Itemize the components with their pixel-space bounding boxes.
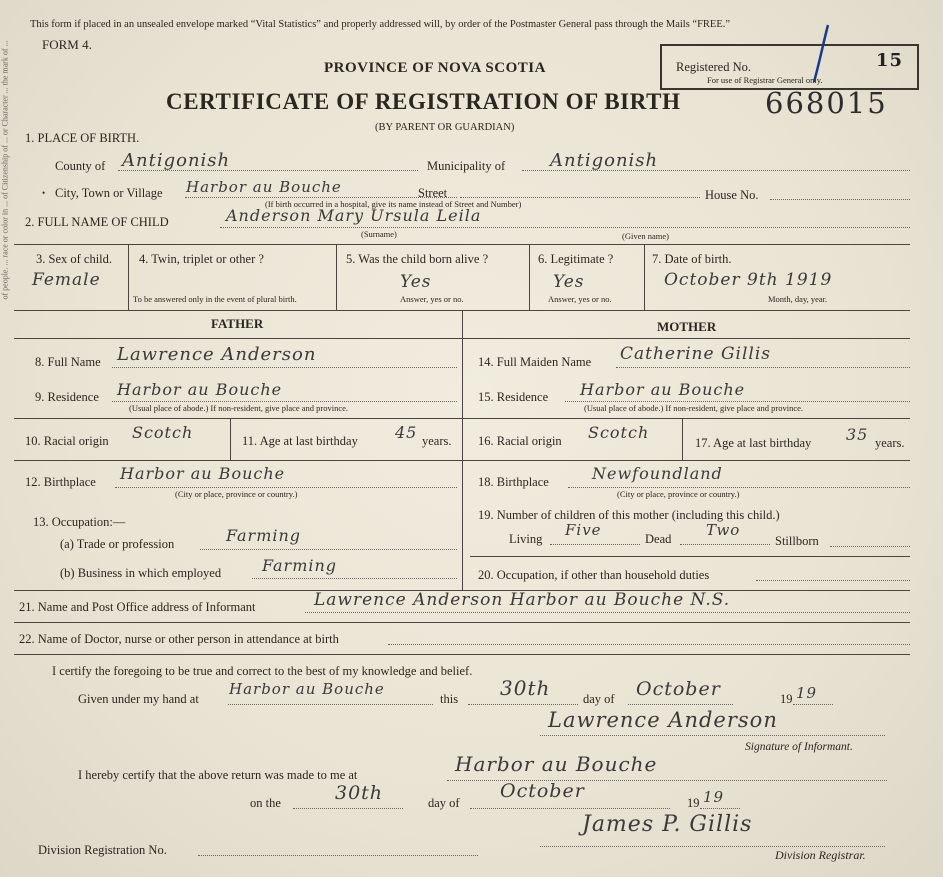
this-label: this xyxy=(440,692,459,706)
mother-age-value: 35 xyxy=(846,425,869,444)
on-year-prefix: 19 xyxy=(687,796,700,810)
legitimate-note: Answer, yes or no. xyxy=(548,294,612,304)
alive-label: 5. Was the child born alive ? xyxy=(346,252,489,266)
mother-residence-note: (Usual place of abode.) If non-resident, give place and province. xyxy=(584,403,804,413)
father-residence-value: Harbor au Bouche xyxy=(117,380,283,399)
living-label: Living xyxy=(509,532,543,546)
given-month-value: October xyxy=(636,678,721,700)
registered-box xyxy=(660,44,919,90)
trade-label: (a) Trade or profession xyxy=(60,537,175,551)
child-name-value: Anderson Mary Ursula Leila xyxy=(226,206,482,225)
hereby-text: I hereby certify that the above return was made to me at xyxy=(78,768,358,782)
informant-signature: Lawrence Anderson xyxy=(548,708,778,732)
place-of-birth-section: 1. PLACE OF BIRTH. xyxy=(25,131,140,145)
sex-value: Female xyxy=(32,270,101,290)
father-residence-label: 9. Residence xyxy=(35,390,99,404)
division-registration-label: Division Registration No. xyxy=(38,843,167,857)
alive-value: Yes xyxy=(400,272,432,292)
mother-birthplace-note: (City or place, province or country.) xyxy=(617,489,740,499)
father-name-value: Lawrence Anderson xyxy=(117,344,317,365)
twin-note: To be answered only in the event of plural birth. xyxy=(133,294,297,304)
on-day-value: 30th xyxy=(335,782,384,804)
page-title: CERTIFICATE OF REGISTRATION OF BIRTH xyxy=(166,89,681,114)
business-value: Farming xyxy=(262,556,338,575)
twin-label: 4. Twin, triplet or other ? xyxy=(139,252,264,266)
given-year-prefix: 19 xyxy=(780,692,793,706)
municipality-value: Antigonish xyxy=(550,150,659,171)
child-name-label: 2. FULL NAME OF CHILD xyxy=(25,215,169,229)
informant-signature-label: Signature of Informant. xyxy=(745,741,853,753)
dead-value: Two xyxy=(706,521,741,539)
division-registrar-label: Division Registrar. xyxy=(775,848,866,862)
dead-label: Dead xyxy=(645,532,672,546)
certify-text: I certify the foregoing to be true and correct to the best of my knowledge and belief. xyxy=(52,664,473,678)
mother-racial-value: Scotch xyxy=(588,423,650,442)
given-name-note: (Given name) xyxy=(622,231,669,241)
on-year-value: 19 xyxy=(703,788,725,806)
surname-note: (Surname) xyxy=(361,229,397,239)
registration-number-handwritten: 668015 xyxy=(765,86,888,120)
province-heading: PROVINCE OF NOVA SCOTIA xyxy=(324,60,546,76)
doctor-label: 22. Name of Doctor, nurse or other person in attendance at birth xyxy=(19,632,339,646)
father-name-label: 8. Full Name xyxy=(35,355,101,369)
page-subtitle: (BY PARENT OR GUARDIAN) xyxy=(375,122,515,133)
given-day-of-label: day of xyxy=(583,692,615,706)
dob-label: 7. Date of birth. xyxy=(652,252,732,266)
hospital-note: (If birth occurred in a hospital, give its name instead of Street and Number) xyxy=(265,199,522,209)
mother-residence-value: Harbor au Bouche xyxy=(580,380,746,399)
registered-number-handwritten: 15 xyxy=(876,50,904,71)
mother-years-label: years. xyxy=(875,436,905,450)
county-value: Antigonish xyxy=(122,150,231,171)
father-racial-label: 10. Racial origin xyxy=(25,434,109,448)
mother-name-value: Catherine Gillis xyxy=(620,344,772,364)
registered-label: Registered No. xyxy=(676,60,751,74)
on-the-label: on the xyxy=(250,796,281,810)
mother-racial-label: 16. Racial origin xyxy=(478,434,562,448)
stillborn-label: Stillborn xyxy=(775,534,819,548)
legitimate-label: 6. Legitimate ? xyxy=(538,252,614,266)
informant-value: Lawrence Anderson Harbor au Bouche N.S. xyxy=(314,590,731,610)
given-under-label: Given under my hand at xyxy=(78,692,199,706)
mother-age-label: 17. Age at last birthday xyxy=(695,436,812,450)
given-day-value: 30th xyxy=(500,676,551,700)
house-no-label: House No. xyxy=(705,188,759,202)
mother-heading: MOTHER xyxy=(657,319,717,334)
sex-label: 3. Sex of child. xyxy=(36,252,113,266)
legitimate-value: Yes xyxy=(553,272,585,292)
registrar-signature: James P. Gillis xyxy=(582,812,753,837)
on-day-of-label: day of xyxy=(428,796,460,810)
hereby-place-value: Harbor au Bouche xyxy=(455,752,658,776)
father-years-label: years. xyxy=(422,434,452,448)
father-heading: FATHER xyxy=(211,316,264,331)
father-racial-value: Scotch xyxy=(132,423,194,442)
county-label: County of xyxy=(55,159,106,173)
mother-name-label: 14. Full Maiden Name xyxy=(478,355,592,369)
form-number: FORM 4. xyxy=(42,37,92,52)
side-margin-text: of people. ... race or color in ... of Citizenship of ... or Character ... the mark of ... xyxy=(0,40,10,300)
living-value: Five xyxy=(565,521,602,539)
mother-birthplace-value: Newfoundland xyxy=(592,464,723,483)
city-value: Harbor au Bouche xyxy=(186,178,342,196)
dob-note: Month, day, year. xyxy=(768,294,828,304)
registered-note: For use of Registrar General only. xyxy=(707,75,823,85)
city-label: City, Town or Village xyxy=(55,186,163,200)
alive-note: Answer, yes or no. xyxy=(400,294,464,304)
street-label: Street xyxy=(418,186,448,200)
father-birthplace-note: (City or place, province or country.) xyxy=(175,489,298,499)
children-label: 19. Number of children of this mother (including this child.) xyxy=(478,508,780,522)
father-residence-note: (Usual place of abode.) If non-resident, give place and province. xyxy=(129,403,349,413)
mother-residence-label: 15. Residence xyxy=(478,390,549,404)
trade-value: Farming xyxy=(226,526,302,545)
given-year-value: 19 xyxy=(796,684,818,702)
father-birthplace-label: 12. Birthplace xyxy=(25,475,96,489)
birth-certificate: of people. ... race or color in ... of Citizenship of ... or Character ... the mark of ... This form if placed in an unsealed envelope marked “Vital Statistics” and properly addressed will, by order of the Postmaster General pass through the Mails “FREE.” FORM 4. PROVINCE OF NOVA SCOTIA CERTIFICATE OF REGISTRATION OF BIRTH (BY PARENT OR GUARDIAN) 668015 Registered No. For use of Registrar General only. 15 1. PLACE OF BIRTH. County of Antigonish Municipality of Antigonish • City, Town or Village Harbor au Bouche Street House No. (If birth occurred in a hospital, give its name instead of Street and Number) 2. FULL NAME OF CHILD Anderson Mary Ursula Leila (Surname) (Given name) 3. Sex of child. Female 4. Twin, triplet or other ? To be answered only in the event of plural birth. 5. Was the child born alive ? Yes Answer, yes or no. 6. Legitimate ? Yes Answer, yes or no. 7. Date of birth. October 9th 1919 Month, day, year. FATHER MOTHER 8. Full Name Lawrence Anderson 14. Full Maiden Name Catherine Gillis 9. Residence Harbor au Bouche (Usual place of abode.) If non-resident, give place and province. 15. Residence Harbor au Bouche (Usual place of abode.) If non-resident, give place and province. 10. Racial origin Scotch 11. Age at last birthday 45 years. 16. Racial origin Scotch 17. Age at last birthday 35 years. 12. Birthplace Harbor au Bouche (City or place, province or country.) 18. Birthplace Newfoundland (City or place, province or country.) 13. Occupation:— 19. Number of children of this mother (including this child.) (a) Trade or profession Farming Living Five Dead Two Stillborn (b) Business in which employed Farming 20. Occupation, if other than household duties 21. Name and Post Office address of Informant Lawrence Anderson Harbor au Bouche N.S. 22. Name of Doctor, nurse or other person in attendance at birth I certify the foregoing to be true and correct to the best of my knowledge and belief. Given under my hand at Harbor au Bouche this 30th day of October 19 19 Lawrence Anderson Signature of Informant. I hereby certify that the above return was made to me at Harbor au Bouche on the 30th day of October 19 19 James P. Gillis Division Registration No. Division Registrar. xyxy=(0,0,943,877)
mother-occupation-label: 20. Occupation, if other than household duties xyxy=(478,568,710,582)
dob-value: October 9th 1919 xyxy=(664,270,833,290)
on-month-value: October xyxy=(500,780,585,802)
municipality-label: Municipality of xyxy=(427,159,506,173)
mother-birthplace-label: 18. Birthplace xyxy=(478,475,549,489)
informant-label: 21. Name and Post Office address of Informant xyxy=(19,600,256,614)
father-birthplace-value: Harbor au Bouche xyxy=(120,464,286,483)
occupation-label: 13. Occupation:— xyxy=(33,515,126,529)
father-age-value: 45 xyxy=(395,423,418,442)
given-place-value: Harbor au Bouche xyxy=(229,680,385,698)
blue-pen-mark xyxy=(800,20,840,90)
mail-note: This form if placed in an unsealed envelope marked “Vital Statistics” and properly addressed will, by order of the Postmaster General pass through the Mails “FREE.” xyxy=(30,19,731,30)
business-label: (b) Business in which employed xyxy=(60,566,222,580)
father-age-label: 11. Age at last birthday xyxy=(242,434,358,448)
